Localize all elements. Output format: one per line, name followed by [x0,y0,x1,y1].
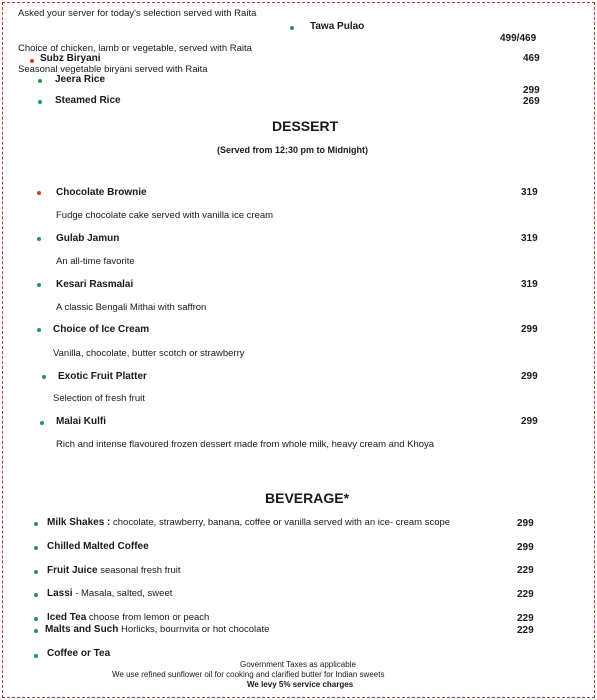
bullet-icon [30,59,34,63]
bullet-icon [37,191,41,195]
tawa-pulao-price: 499/469 [500,33,537,44]
choice-note: Choice of chicken, lamb or vegetable, served with Raita [18,43,252,54]
dessert-item-desc: Selection of fresh fruit [53,393,145,404]
bullet-icon [42,375,46,379]
beverage-item [47,565,180,576]
beverage-item-name: Milk Shakes : [47,517,111,528]
dessert-item-desc: Rich and intense flavoured frozen dessert made from whole milk, heavy cream and Khoya [56,439,435,450]
dessert-item-desc: A classic Bengali Mithai with saffron [56,302,207,313]
dessert-item-name: Malai Kulfi [56,416,107,427]
tawa-pulao-name: Tawa Pulao [310,21,365,32]
bullet-icon [290,26,294,30]
subz-biryani-price: 469 [523,53,540,64]
beverage-item [47,612,209,623]
dessert-item-name: Chocolate Brownie [56,187,147,198]
dessert-item-name: Exotic Fruit Platter [58,371,147,382]
steamed-rice-price: 269 [523,96,540,107]
dessert-item-desc: An all-time favorite [56,256,135,267]
beverage-item-price: 299 [517,518,534,529]
bullet-icon [38,79,42,83]
bullet-icon [34,593,38,597]
bullet-icon [34,522,38,526]
beverage-item [45,624,269,635]
bullet-icon [34,546,38,550]
beverage-item-detail: - Masala, salted, sweet [75,588,173,599]
beverage-item-name: Chilled Malted Coffee [47,541,149,552]
subz-biryani-name: Subz Biryani [40,53,101,64]
beverage-item-name: Iced Tea [47,612,87,623]
dessert-item-name: Kesari Rasmalai [56,279,134,290]
jeera-rice-name: Jeera Rice [55,74,106,85]
beverage-item-name: Malts and Such [45,624,119,635]
beverage-item-name: Fruit Juice [47,565,98,576]
dessert-item-name: Choice of Ice Cream [53,324,150,335]
beverage-item-price: 229 [517,625,534,636]
footer-service-charge: We levy 5% service charges [247,680,354,689]
bullet-icon [37,328,41,332]
seasonal-note: Seasonal vegetable biryani served with Raita [18,64,208,75]
bullet-icon [34,629,38,633]
beverage-item-detail: Horlicks, bournvita or hot chocolate [121,624,270,635]
dessert-item-desc: Vanilla, chocolate, butter scotch or strawberry [53,348,245,359]
footer-taxes: Government Taxes as applicable [240,660,356,669]
bullet-icon [34,654,38,658]
beverage-item [47,517,450,528]
bullet-icon [37,283,41,287]
footer-oil-note: We use refined sunflower oil for cooking and clarified butter for Indian sweets [112,670,385,679]
dessert-item-price: 319 [521,187,538,198]
beverage-item-price: 229 [517,613,534,624]
bullet-icon [34,617,38,621]
dessert-item-price: 319 [521,279,538,290]
beverage-item-name: Coffee or Tea [47,648,111,659]
beverage-item [47,588,172,599]
bullet-icon [37,237,41,241]
dessert-item-price: 319 [521,233,538,244]
beverage-item-detail: seasonal fresh fruit [100,565,181,576]
beverage-item-price: 299 [517,542,534,553]
dessert-item-name: Gulab Jamun [56,233,120,244]
bullet-icon [38,100,42,104]
beverage-item-price: 229 [517,589,534,600]
jeera-rice-price: 299 [523,85,540,96]
dessert-item-price: 299 [521,371,538,382]
beverage-heading: BEVERAGE* [265,490,350,506]
beverage-item-name: Lassi [47,588,73,599]
bullet-icon [40,421,44,425]
dessert-item-desc: Fudge chocolate cake served with vanilla ice cream [56,210,274,221]
dessert-item-price: 299 [521,324,538,335]
raita-note: Asked your server for today's selection served with Raita [18,8,257,19]
bullet-icon [34,570,38,574]
beverage-item-detail: chocolate, strawberry, banana, coffee or vanilla served with an ice- cream scope [113,517,451,528]
beverage-item-price: 229 [517,565,534,576]
dessert-item-price: 299 [521,416,538,427]
dessert-heading: DESSERT [272,118,339,134]
dessert-subtitle: (Served from 12:30 pm to Midnight) [217,145,369,155]
beverage-item-detail: choose from lemon or peach [88,612,210,623]
steamed-rice-name: Steamed Rice [55,95,121,106]
